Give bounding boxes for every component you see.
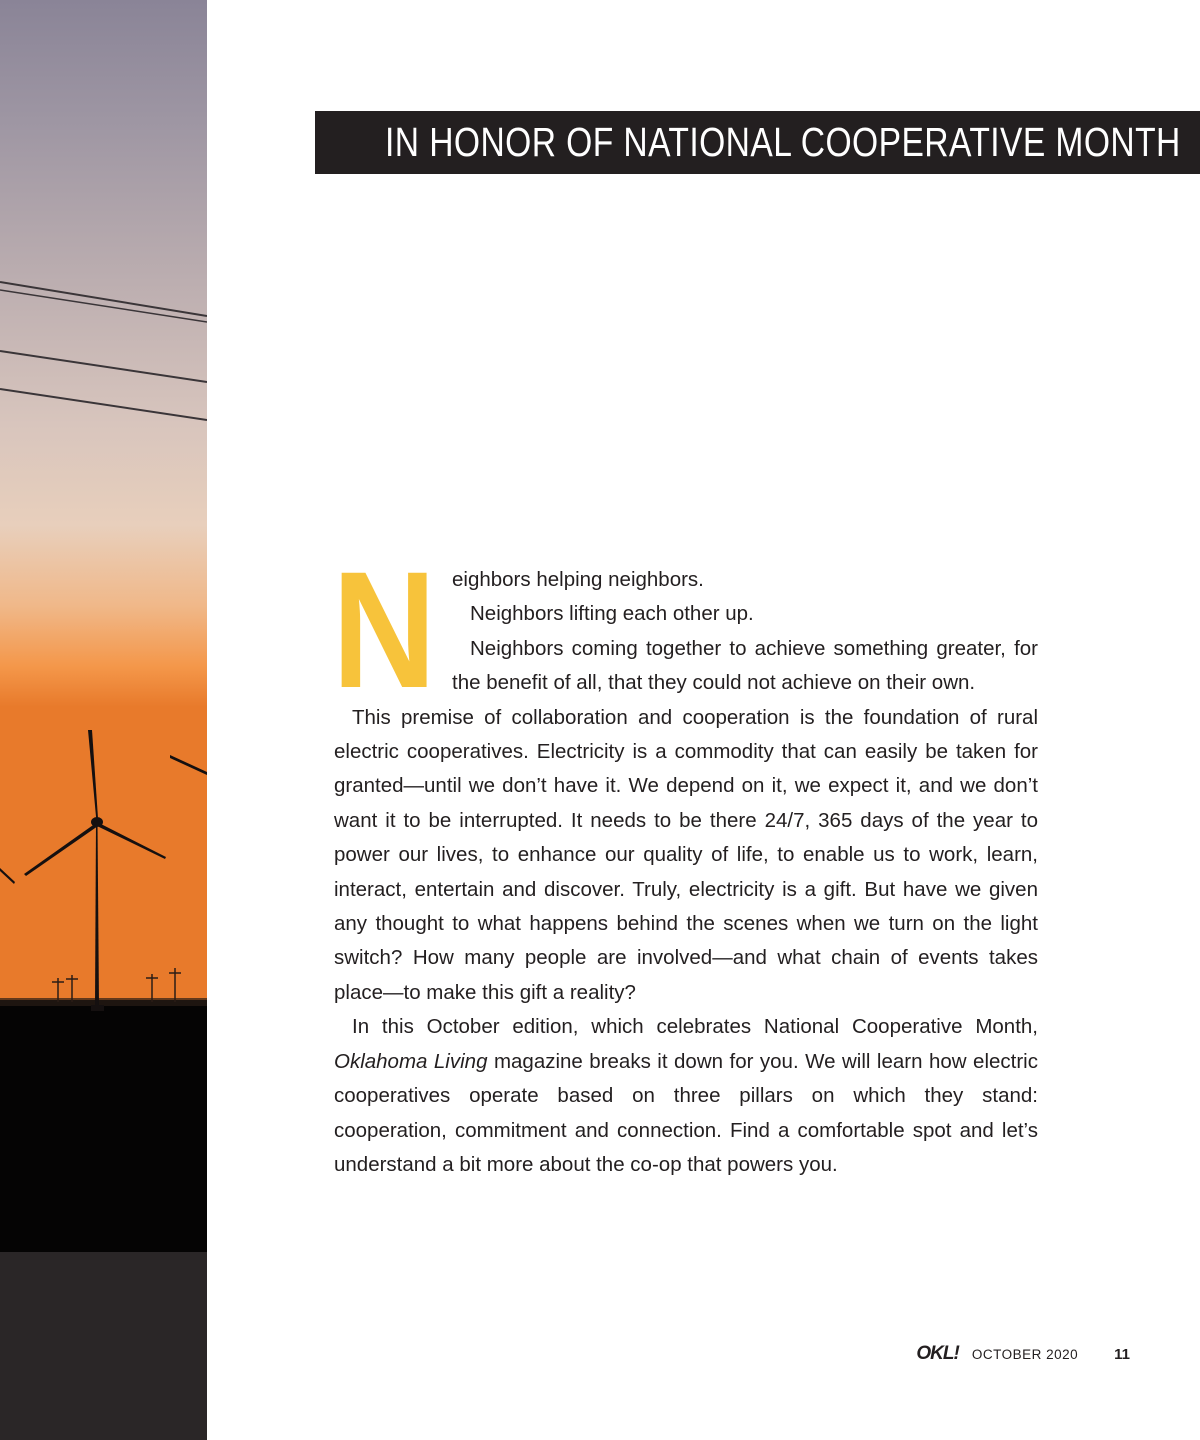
paragraph-2: This premise of collaboration and cooperation is the foundation of rural electric cooperatives. Electricity is a commodity that can easily be taken for granted—until we don’t have it. We depend on it, we expect it, and we don’t want it to be interrupted. It needs to be there 24/7, 365 days of the year to power our lives, to enhance our quality of life, to enable us to work, learn, interact, entertain and discover. Truly, electricity is a gift. But have we given any thought to what happens behind the scenes when we turn on the light switch? How many people are involved—and what chain of events takes place—to make this gift a reality? (334, 705, 1038, 1004)
drop-cap-letter: N (332, 538, 437, 723)
page-title: IN HONOR OF NATIONAL COOPERATIVE MONTH (385, 119, 1181, 165)
drop-cap (332, 538, 442, 723)
article-body (332, 538, 1038, 1182)
magazine-logo: OKL! (916, 1343, 959, 1364)
header-banner (315, 111, 1200, 174)
paragraph-3-start: In this October edition, which celebrates National Cooperative Month, (352, 1015, 1038, 1039)
paragraph-3-end: magazine breaks it down for you. We will learn how electric cooperatives operate based on three pillars on which they stand: cooperation, commitment and connection. Find a comfortable spot and let’s understand a bit more about the co-op that powers you. (334, 1049, 1038, 1176)
paragraph-3 (334, 1010, 1038, 1182)
magazine-title: Oklahoma Living (334, 1049, 488, 1073)
page-footer (916, 1343, 1130, 1365)
lead-line-3: Neighbors coming together to achieve something greater, for the benefit of all, that they could not achieve on their own. (452, 636, 1038, 695)
wind-turbine-photo (0, 0, 207, 1440)
page-number: 11 (1114, 1345, 1130, 1363)
lead-line-2: Neighbors lifting each other up. (470, 602, 754, 626)
lead-line-1: eighbors helping neighbors. (452, 568, 704, 591)
issue-date: OCTOBER 2020 (971, 1346, 1079, 1362)
